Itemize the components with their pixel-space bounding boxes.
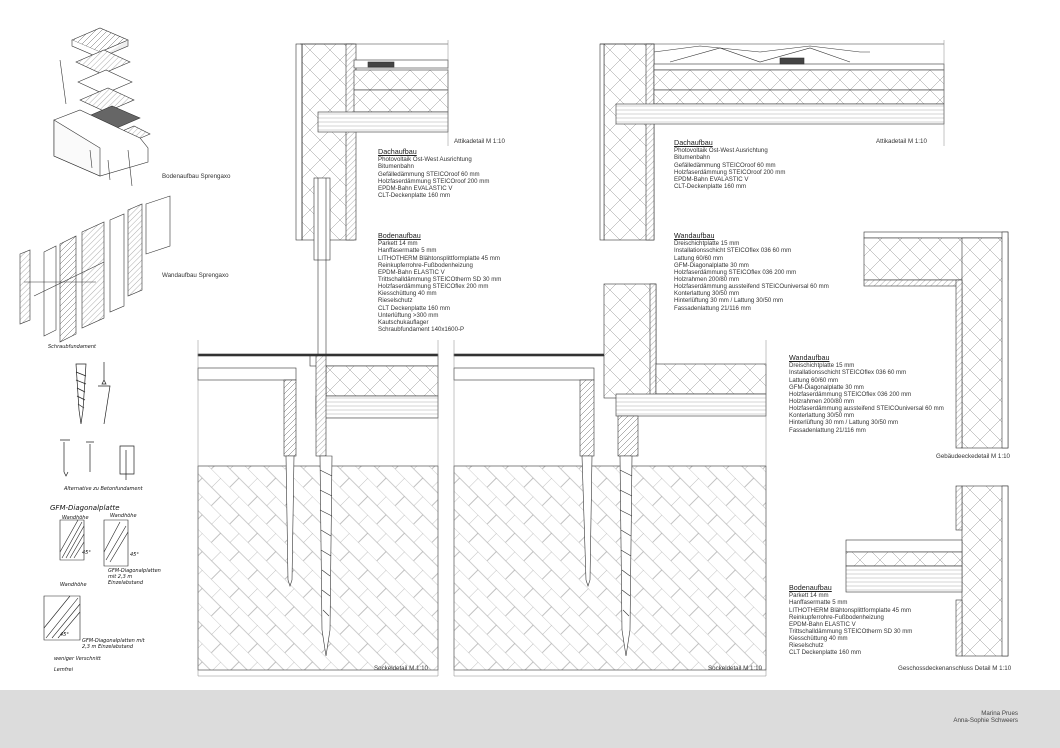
spec-line: Gefälledämmung STEICOroof 60 mm [674, 161, 776, 169]
spec-line: Reinkupferrohre-Fußbodenheizung [378, 261, 473, 269]
spec-line: Holzrahmen 200/80 mm [674, 275, 740, 283]
spec-dachaufbau-2 [674, 139, 785, 190]
spec-line: Installationsschicht STEICOflex 036 60 mm [789, 369, 907, 377]
spec-line: Holzrahmen 200/80 mm [789, 397, 855, 405]
spec-bodenaufbau-1 [378, 232, 501, 333]
spec-line: Parkett 14 mm [789, 592, 829, 600]
note-angle-3: 45° [60, 632, 69, 638]
label-sockel-1: Sockeldetail M 1:10 [374, 665, 428, 672]
spec-line: Holzfaserdämmung STEICOflex 036 200 mm [674, 268, 797, 276]
note-gfm-title: GFM-Diagonalplatte [50, 504, 120, 512]
label-attika-1: Attikadetail M 1:10 [454, 138, 505, 145]
spec-line: Schraubfundament 140x1600-P [378, 326, 465, 334]
note-gfm-1: GFM-Diagonalplatten mit 2,3 m Einzelabstand [108, 568, 161, 586]
sockel-detail-2 [454, 284, 766, 670]
spec-line: Holzfaserdämmung STEICOroof 200 mm [378, 177, 490, 185]
spec-line: EPDM-Bahn EVALASTIC V [378, 184, 453, 192]
spec-title: Dachaufbau [674, 138, 713, 147]
spec-line: CLT Deckenplatte 160 mm [378, 304, 450, 312]
note-angle-2: 45° [130, 552, 139, 558]
spec-line: Holzfaserdämmung STEICOroof 200 mm [674, 168, 786, 176]
label-wall-exploded-axo: Wandaufbau Sprengaxo [162, 272, 229, 279]
spec-line: Trittschalldämmung STEICOtherm SD 30 mm [378, 275, 502, 283]
note-lemfrei: Lemfrei [54, 667, 74, 673]
label-attika-2: Attikadetail M 1:10 [876, 138, 927, 145]
label-floor-slab-connection: Geschossdeckenanschluss Detail M 1:10 [898, 665, 1012, 672]
spec-title: Bodenaufbau [378, 231, 421, 240]
spec-bodenaufbau-2 [789, 584, 912, 657]
spec-line: Gefälledämmung STEICOroof 60 mm [378, 170, 480, 178]
note-wandhoehe-3: Wandhöhe [60, 582, 87, 588]
spec-line: Trittschalldämmung STEICOtherm SD 30 mm [789, 627, 913, 635]
note-gfm-2: GFM-Diagonalplatten mit 2,3 m Einzelabstand [82, 638, 145, 650]
spec-line: GFM-Diagonalplatte 30 mm [674, 261, 749, 269]
screw-foundation-sketch [60, 362, 134, 480]
note-alternative: Alternative zu Betonfundament [64, 486, 143, 492]
spec-line: Holzfaserdämmung STEICOflex 200 mm [378, 283, 489, 291]
note-schraubfundament: Schraubfundament [48, 344, 96, 350]
spec-line: Unterlüftung >300 mm [378, 311, 439, 319]
spec-line: EPDM-Bahn ELASTIC V [789, 620, 856, 628]
spec-line: Reinkupferrohre-Fußbodenheizung [789, 613, 884, 621]
floor-exploded-axo [54, 28, 150, 186]
spec-line: Hinterlüftung 30 mm / Lattung 30/50 mm [674, 297, 784, 305]
note-weniger-verschnitt: weniger Verschnitt [54, 656, 101, 662]
spec-title: Wandaufbau [789, 353, 830, 362]
spec-line: Konterlattung 30/50 mm [789, 412, 855, 420]
spec-dachaufbau-1 [378, 148, 489, 199]
spec-line: CLT-Deckenplatte 160 mm [674, 182, 747, 190]
spec-line: Rieselschutz [789, 642, 824, 650]
spec-line: GFM-Diagonalplatte 30 mm [789, 383, 864, 391]
spec-line: Dreischichtplatte 15 mm [789, 362, 855, 370]
wall-exploded-axo [20, 196, 170, 342]
label-sockel-2: Sockeldetail M 1:10 [708, 665, 762, 672]
spec-line: Holzfaserdämmung STEICOflex 036 200 mm [789, 390, 912, 398]
spec-line: Dreischichtplatte 15 mm [674, 240, 740, 248]
spec-line: Fassadenlattung 21/116 mm [789, 426, 866, 434]
spec-line: Hanffasermatte 5 mm [378, 247, 437, 255]
spec-line: Kiesschüttung 40 mm [378, 290, 437, 298]
sockel-detail-1 [198, 354, 438, 670]
note-wandhoehe-1: Wandhöhe [62, 515, 89, 521]
spec-line: Bitumenbahn [674, 154, 710, 162]
footer-bar [0, 690, 1060, 748]
author-name: Anna-Sophie Schweers [953, 717, 1018, 725]
spec-line: Lattung 60/60 mm [789, 376, 839, 384]
spec-line: EPDM-Bahn EVALASTIC V [674, 175, 749, 183]
note-wandhoehe-2: Wandhöhe [110, 513, 137, 519]
spec-line: Kautschukauflager [378, 318, 429, 326]
spec-line: Lattung 60/60 mm [674, 254, 724, 262]
spec-line: Holzfaserdämmung aussteifend STEICOuniversal 60 mm [674, 283, 829, 291]
spec-line: Bitumenbahn [378, 163, 414, 171]
spec-line: Parkett 14 mm [378, 240, 418, 248]
spec-line: Photovoltaik Ost-West Ausrichtung [378, 156, 472, 164]
spec-line: CLT-Deckenplatte 160 mm [378, 191, 451, 199]
spec-line: Kiesschüttung 40 mm [789, 635, 848, 643]
spec-line: Rieselschutz [378, 297, 413, 305]
author-credits [953, 710, 1018, 725]
note-angle-1: 45° [82, 550, 91, 556]
spec-line: LITHOTHERM Blähtonsplittformplatte 45 mm [378, 254, 500, 262]
spec-title: Bodenaufbau [789, 583, 832, 592]
spec-line: Konterlattung 30/50 mm [674, 290, 740, 298]
label-building-corner: Gebäudeeckedetail M 1:10 [936, 453, 1010, 460]
spec-line: Fassadenlattung 21/116 mm [674, 304, 751, 312]
spec-wandaufbau-2 [789, 354, 944, 434]
label-floor-exploded-axo: Bodenaufbau Sprengaxo [162, 173, 231, 180]
spec-line: Installationsschicht STEICOflex 036 60 mm [674, 247, 792, 255]
spec-title: Wandaufbau [674, 231, 715, 240]
author-name: Marina Prues [981, 710, 1018, 717]
spec-line: CLT Deckenplatte 160 mm [789, 649, 861, 657]
spec-line: Hinterlüftung 30 mm / Lattung 30/50 mm [789, 419, 899, 427]
spec-title: Dachaufbau [378, 147, 417, 156]
spec-wandaufbau-1 [674, 232, 829, 312]
spec-line: Holzfaserdämmung aussteifend STEICOuniversal 60 mm [789, 405, 944, 413]
spec-line: Hanffasermatte 5 mm [789, 599, 848, 607]
spec-line: EPDM-Bahn ELASTIC V [378, 268, 445, 276]
spec-line: LITHOTHERM Blähtonsplittformplatte 45 mm [789, 606, 911, 614]
spec-line: Photovoltaik Ost-West Ausrichtung [674, 147, 768, 155]
